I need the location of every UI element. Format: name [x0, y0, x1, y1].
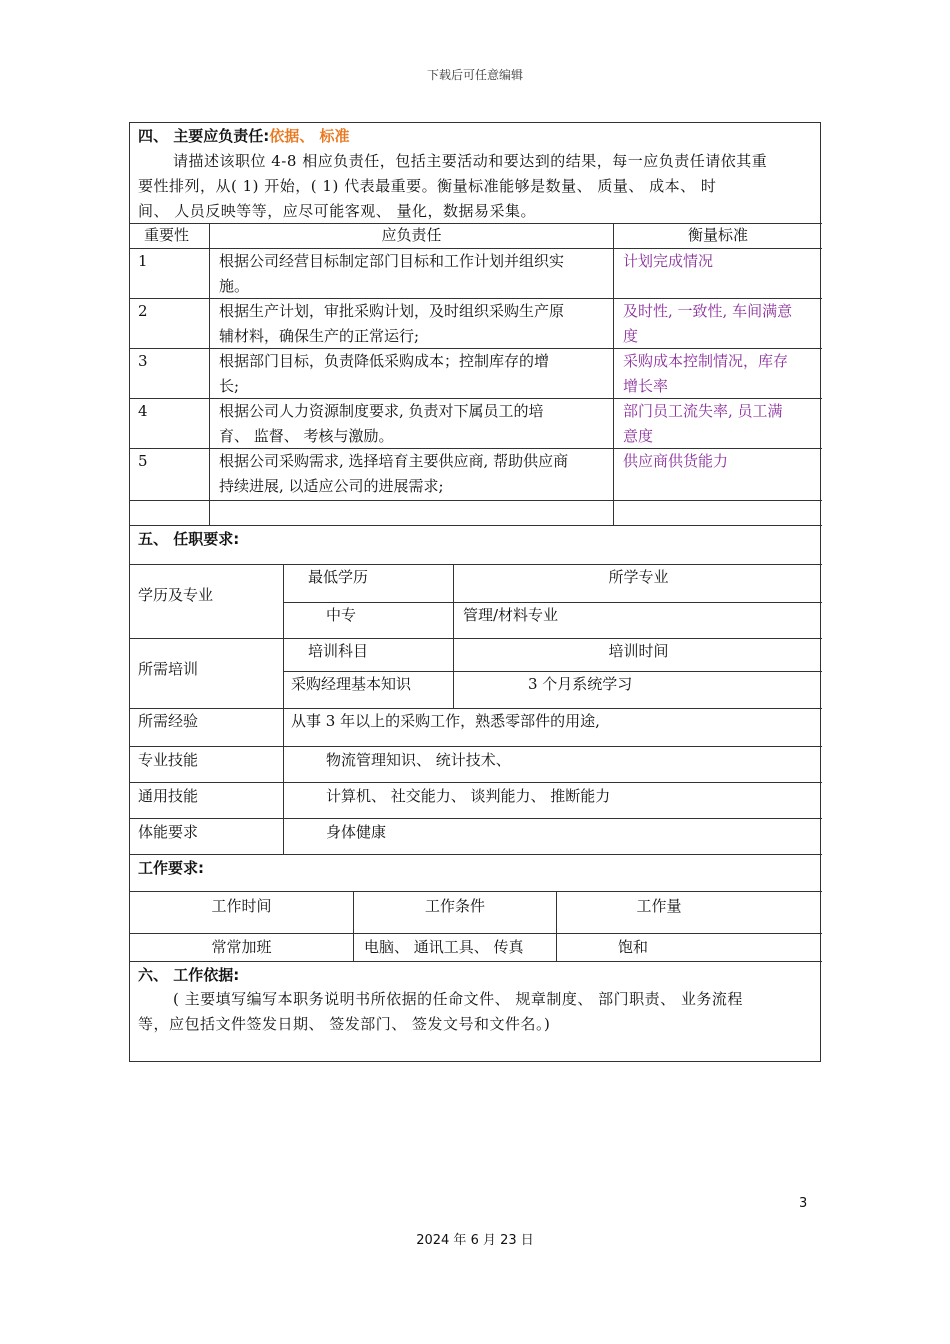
standard-text-line2: 意度	[623, 427, 654, 445]
standard-text-line1: 及时性, 一致性, 车间满意	[623, 302, 793, 320]
min-edu-label: 最低学历	[308, 568, 369, 586]
education-label: 学历及专业	[138, 586, 214, 604]
section4-title-text: 四、 主要应负责任:	[138, 127, 270, 145]
min-edu-value: 中专	[326, 606, 357, 624]
col-duty-header: 应负责任	[381, 226, 442, 244]
footer-date: 2024 年 6 月 23 日	[416, 1233, 534, 1248]
section6-line1: ( 主要填写编写本职务说明书所依据的任命文件、 规章制度、 部门职责、 业务流程	[173, 990, 743, 1008]
physical-label: 体能要求	[138, 823, 199, 841]
standard-text-line1: 供应商供货能力	[623, 452, 729, 470]
duty-rank: 3	[138, 352, 148, 370]
duty-rank: 5	[138, 452, 148, 470]
duty-text-line1: 根据部门目标，负责降低采购成本；控制库存的增	[219, 352, 550, 370]
duty-text-line1: 根据公司经营目标制定部门目标和工作计划并组织实	[219, 252, 565, 270]
training-subject-value: 采购经理基本知识	[291, 675, 412, 693]
standard-text-line2: 增长率	[623, 377, 669, 395]
section4-desc-line3: 间、 人员反映等等，应尽可能客观、 量化，数据易采集。	[138, 202, 537, 220]
standard-text-line1: 采购成本控制情况，库存	[623, 352, 789, 370]
training-time-label: 培训时间	[608, 642, 669, 660]
duty-rank: 2	[138, 302, 148, 320]
major-value: 管理/材料专业	[463, 606, 559, 624]
pro-skill-label: 专业技能	[138, 751, 199, 769]
duty-rank: 4	[138, 402, 148, 420]
section6-line2: 等，应包括文件签发日期、 签发部门、 签发文号和文件名。)	[138, 1015, 551, 1033]
section6-title: 六、 工作依据:	[138, 966, 240, 984]
duty-text-line2: 持续进展, 以适应公司的进展需求;	[219, 477, 444, 495]
job-description-table	[129, 122, 821, 1062]
work-condition-header: 工作条件	[424, 897, 485, 915]
experience-label: 所需经验	[138, 712, 199, 730]
header-note: 下载后可任意编辑	[426, 68, 523, 82]
physical-value: 身体健康	[326, 823, 387, 841]
section4-desc-line1: 请描述该职位 4-8 相应负责任，包括主要活动和要达到的结果，每一应负责任请依其重	[173, 152, 768, 170]
duty-text-line2: 长;	[219, 377, 240, 395]
duty-text-line2: 育、 监督、 考核与激励。	[219, 427, 394, 445]
standard-text-line2: 度	[623, 327, 639, 345]
duty-text-line1: 根据公司采购需求, 选择培育主要供应商, 帮助供应商	[219, 452, 569, 470]
work-load-header: 工作量	[636, 897, 682, 915]
standard-text-line1: 计划完成情况	[623, 252, 714, 270]
training-subject-label: 培训科目	[308, 642, 369, 660]
page-number: 3	[799, 1196, 808, 1211]
work-load-value: 饱和	[618, 938, 649, 956]
standard-text-line1: 部门员工流失率, 员工满	[623, 402, 783, 420]
experience-value: 从事 3 年以上的采购工作，熟悉零部件的用途,	[291, 712, 600, 730]
duty-rank: 1	[138, 252, 148, 270]
major-label: 所学专业	[608, 568, 669, 586]
pro-skill-value: 物流管理知识、 统计技术、	[326, 751, 511, 769]
duty-text-line2: 施。	[219, 277, 250, 295]
section4-desc-line2: 要性排列，从( 1) 开始，( 1) 代表最重要。衡量标准能够是数量、 质量、 成本、 时	[138, 177, 717, 195]
work-time-value: 常常加班	[211, 938, 272, 956]
duty-text-line1: 根据公司人力资源制度要求, 负责对下属员工的培	[219, 402, 544, 420]
work-time-header: 工作时间	[211, 897, 272, 915]
section4-title-highlight: 依据、 标准	[269, 127, 350, 145]
general-skill-label: 通用技能	[138, 787, 199, 805]
col-standard-header: 衡量标准	[687, 226, 748, 244]
work-req-title: 工作要求:	[138, 859, 204, 877]
section4-title	[138, 125, 349, 146]
duty-text-line2: 辅材料，确保生产的正常运行;	[219, 327, 420, 345]
col-importance-header: 重要性	[144, 226, 190, 244]
duty-text-line1: 根据生产计划，审批采购计划，及时组织采购生产原	[219, 302, 565, 320]
general-skill-value: 计算机、 社交能力、 谈判能力、 推断能力	[326, 787, 611, 805]
training-time-value: 3 个月系统学习	[528, 675, 633, 693]
work-condition-value: 电脑、 通讯工具、 传真	[364, 938, 524, 956]
training-label: 所需培训	[138, 660, 199, 678]
section5-title: 五、 任职要求:	[138, 530, 240, 548]
